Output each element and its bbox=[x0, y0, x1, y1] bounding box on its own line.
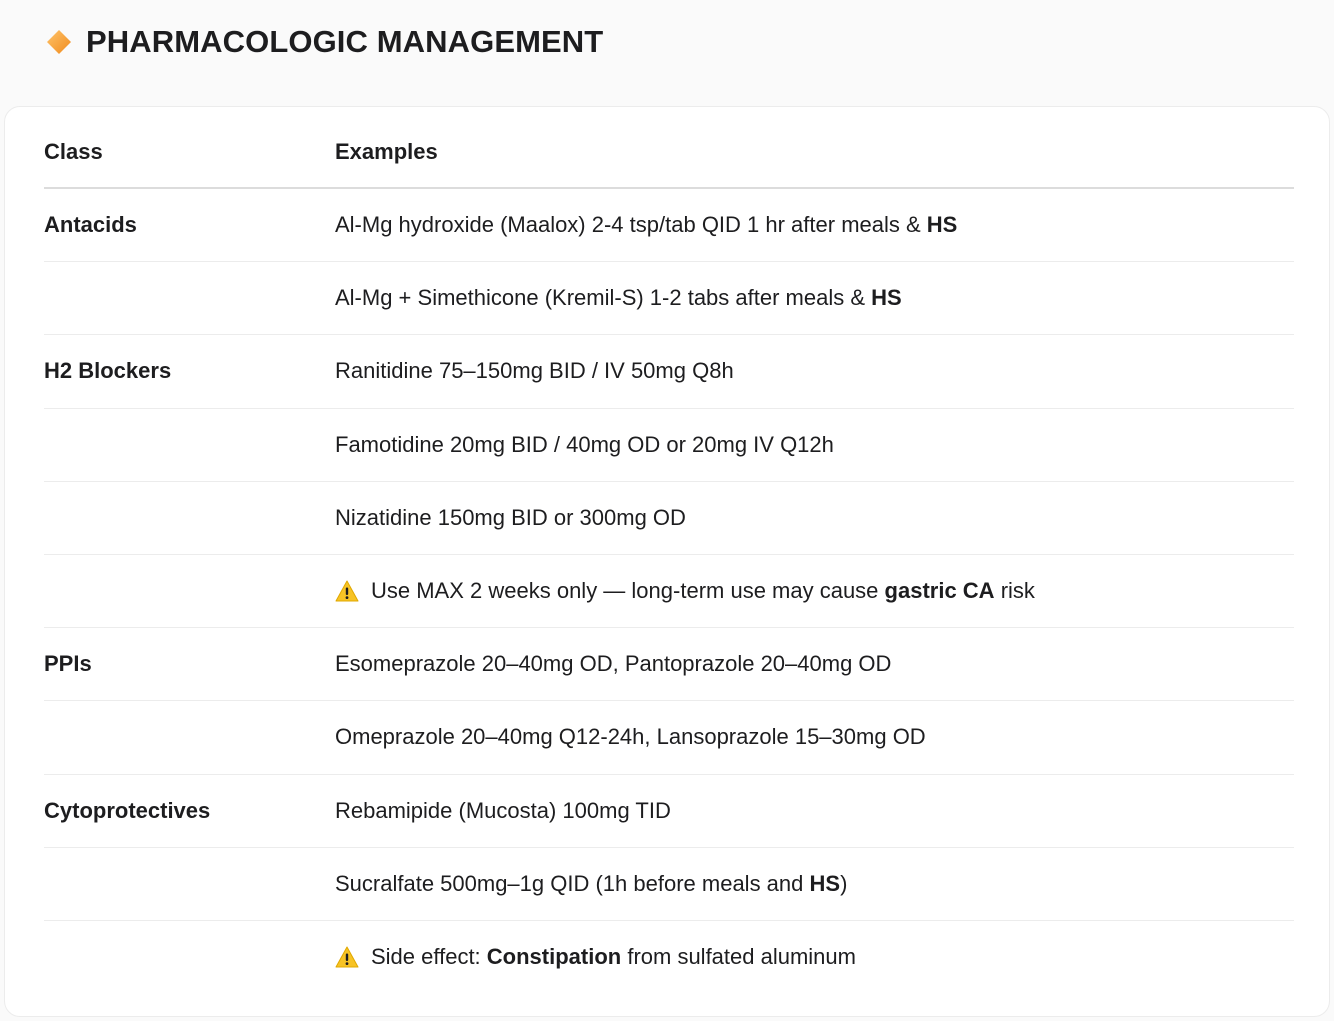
row-examples-text bbox=[335, 651, 891, 677]
emphasis-text: Constipation bbox=[486, 944, 622, 970]
row-examples-text bbox=[335, 285, 902, 311]
row-examples-cell bbox=[335, 505, 1294, 531]
row-examples-cell bbox=[335, 944, 1294, 970]
table-row bbox=[44, 409, 1294, 482]
header-examples: Examples bbox=[335, 139, 438, 164]
table-row bbox=[44, 701, 1294, 774]
row-examples-text bbox=[335, 798, 671, 824]
row-examples-text bbox=[371, 944, 856, 970]
table-row bbox=[44, 628, 1294, 701]
table-row bbox=[44, 848, 1294, 921]
row-examples-text bbox=[335, 505, 686, 531]
emphasis-text: HS bbox=[926, 212, 958, 238]
row-class-cell: H2 Blockers bbox=[44, 358, 172, 384]
row-examples-text bbox=[335, 358, 734, 384]
example-text: Al-Mg + Simethicone (Kremil-S) 1-2 tabs after meals & bbox=[335, 285, 872, 311]
row-examples-cell bbox=[335, 578, 1294, 604]
row-examples-cell bbox=[335, 358, 1294, 384]
table-row bbox=[44, 775, 1294, 848]
row-examples-cell bbox=[335, 212, 1294, 238]
example-text: Esomeprazole 20–40mg OD, Pantoprazole 20–40mg OD bbox=[335, 651, 892, 677]
section-title: PHARMACOLOGIC MANAGEMENT bbox=[86, 24, 604, 59]
example-text: Al-Mg hydroxide (Maalox) 2-4 tsp/tab QID 1 hr after meals & bbox=[335, 212, 927, 238]
drug-table-card bbox=[4, 106, 1330, 1017]
row-examples-cell bbox=[335, 285, 1294, 311]
table-row bbox=[44, 189, 1294, 262]
example-text: risk bbox=[994, 578, 1035, 604]
emphasis-text: HS bbox=[809, 870, 841, 896]
row-class-cell: Antacids bbox=[44, 212, 137, 238]
table-row bbox=[44, 482, 1294, 555]
example-text: Sucralfate 500mg–1g QID (1h before meals and bbox=[335, 870, 810, 896]
example-text: from sulfated aluminum bbox=[621, 944, 856, 970]
example-text: Omeprazole 20–40mg Q12-24h, Lansoprazole 15–30mg OD bbox=[335, 724, 926, 750]
row-examples-cell bbox=[335, 724, 1294, 750]
row-examples-text bbox=[335, 871, 847, 897]
drug-table bbox=[44, 107, 1294, 994]
warning-icon bbox=[335, 946, 359, 968]
table-row bbox=[44, 335, 1294, 408]
table-row bbox=[44, 555, 1294, 628]
row-examples-cell bbox=[335, 432, 1294, 458]
emphasis-text: HS bbox=[871, 285, 902, 311]
example-text: ) bbox=[840, 870, 848, 896]
table-header-row bbox=[44, 107, 1294, 189]
table-row bbox=[44, 262, 1294, 335]
row-examples-text bbox=[335, 724, 926, 750]
row-examples-text bbox=[335, 432, 834, 458]
row-class-cell: PPIs bbox=[44, 651, 92, 677]
row-class-cell: Cytoprotectives bbox=[44, 797, 211, 823]
example-text: Use MAX 2 weeks only — long-term use may cause bbox=[371, 578, 885, 604]
example-text: Famotidine 20mg BID / 40mg OD or 20mg IV Q12h bbox=[335, 431, 834, 457]
row-examples-cell bbox=[335, 798, 1294, 824]
header-class: Class bbox=[44, 139, 103, 164]
row-examples-cell bbox=[335, 871, 1294, 897]
table-body bbox=[44, 189, 1294, 994]
warning-icon bbox=[335, 580, 359, 602]
row-examples-cell bbox=[335, 651, 1294, 677]
example-text: Nizatidine 150mg BID or 300mg OD bbox=[335, 504, 686, 530]
example-text: Rebamipide (Mucosta) 100mg TID bbox=[335, 797, 671, 823]
example-text: Side effect: bbox=[371, 944, 487, 970]
row-examples-text bbox=[371, 578, 1035, 604]
emphasis-text: gastric CA bbox=[884, 578, 995, 604]
example-text: Ranitidine 75–150mg BID / IV 50mg Q8h bbox=[335, 358, 734, 384]
orange-diamond-icon bbox=[46, 29, 72, 55]
section-header bbox=[46, 20, 603, 64]
table-row bbox=[44, 921, 1294, 994]
row-examples-text bbox=[335, 212, 957, 238]
